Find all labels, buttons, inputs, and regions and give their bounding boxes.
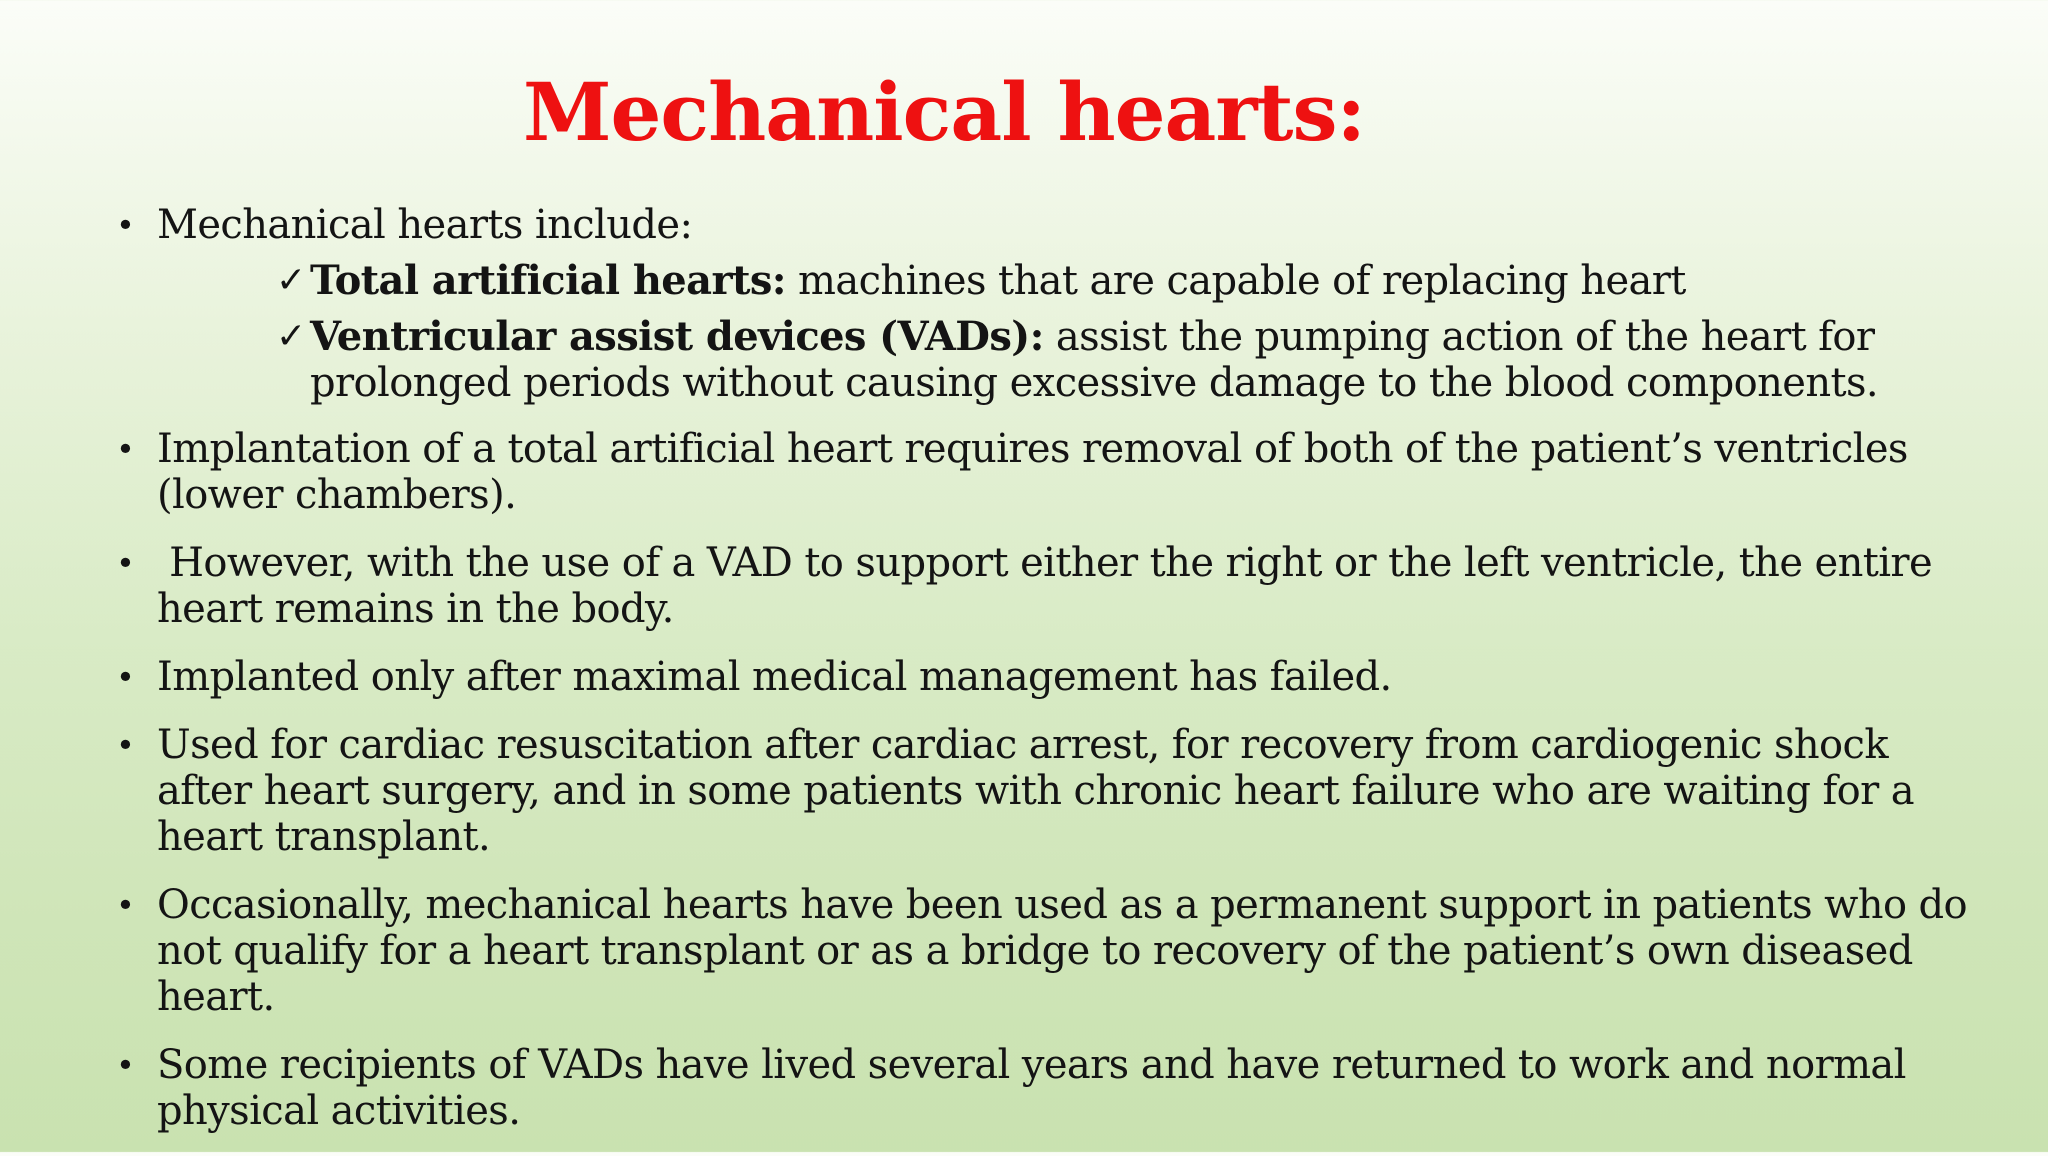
bullet-text: Implanted only after maximal medical management has failed. bbox=[157, 654, 1392, 700]
bullet-icon: • bbox=[116, 886, 135, 924]
bullet-icon: • bbox=[116, 206, 135, 244]
bullet-text: Mechanical hearts include: bbox=[157, 202, 693, 248]
bullet-icon: • bbox=[116, 1046, 135, 1084]
term-label: Total artificial hearts: bbox=[310, 257, 786, 304]
bullet-icon: • bbox=[116, 726, 135, 764]
term-label: Ventricular assist devices (VADs): bbox=[310, 313, 1044, 360]
bullet-item bbox=[110, 722, 1990, 860]
bullet-item bbox=[110, 540, 1990, 632]
bullet-text: Some recipients of VADs have lived several years and have returned to work and normal physical activities. bbox=[157, 1042, 1906, 1134]
bullet-item bbox=[110, 1042, 1990, 1134]
checkmark-list bbox=[157, 258, 1990, 406]
term-definition: assist the pumping action of the heart for prolonged periods without causing excessive damage to the blood components. bbox=[310, 314, 1879, 406]
checkmark-icon: ✓ bbox=[276, 316, 306, 357]
bullet-item bbox=[110, 202, 1990, 406]
bullet-item bbox=[110, 426, 1990, 518]
checkmark-item bbox=[157, 314, 1990, 406]
slide-title: Mechanical hearts: bbox=[522, 65, 1366, 159]
bullet-text: Used for cardiac resuscitation after cardiac arrest, for recovery from cardiogenic shock after heart surgery, and in some patients with chronic heart failure who are waiting for a heart transplant. bbox=[157, 722, 1915, 860]
bullet-text: Implantation of a total artificial heart requires removal of both of the patient’s ventricles (lower chambers). bbox=[157, 426, 1908, 518]
bullet-icon: • bbox=[116, 658, 135, 696]
bullet-item bbox=[110, 654, 1990, 700]
bullet-icon: • bbox=[116, 544, 135, 582]
bullet-text: Occasionally, mechanical hearts have been used as a permanent support in patients who do not qualify for a heart transplant or as a bridge to recovery of the patient’s own diseased heart. bbox=[157, 882, 1968, 1020]
bullet-text: However, with the use of a VAD to support either the right or the left ventricle, the entire heart remains in the body. bbox=[157, 540, 1945, 632]
checkmark-icon: ✓ bbox=[276, 260, 306, 301]
term-definition: machines that are capable of replacing heart bbox=[785, 258, 1686, 304]
checkmark-item bbox=[157, 258, 1990, 304]
bullet-item bbox=[110, 882, 1990, 1020]
bullet-list bbox=[110, 202, 1990, 1134]
slide-content bbox=[110, 202, 1990, 1156]
bullet-icon: • bbox=[116, 430, 135, 468]
